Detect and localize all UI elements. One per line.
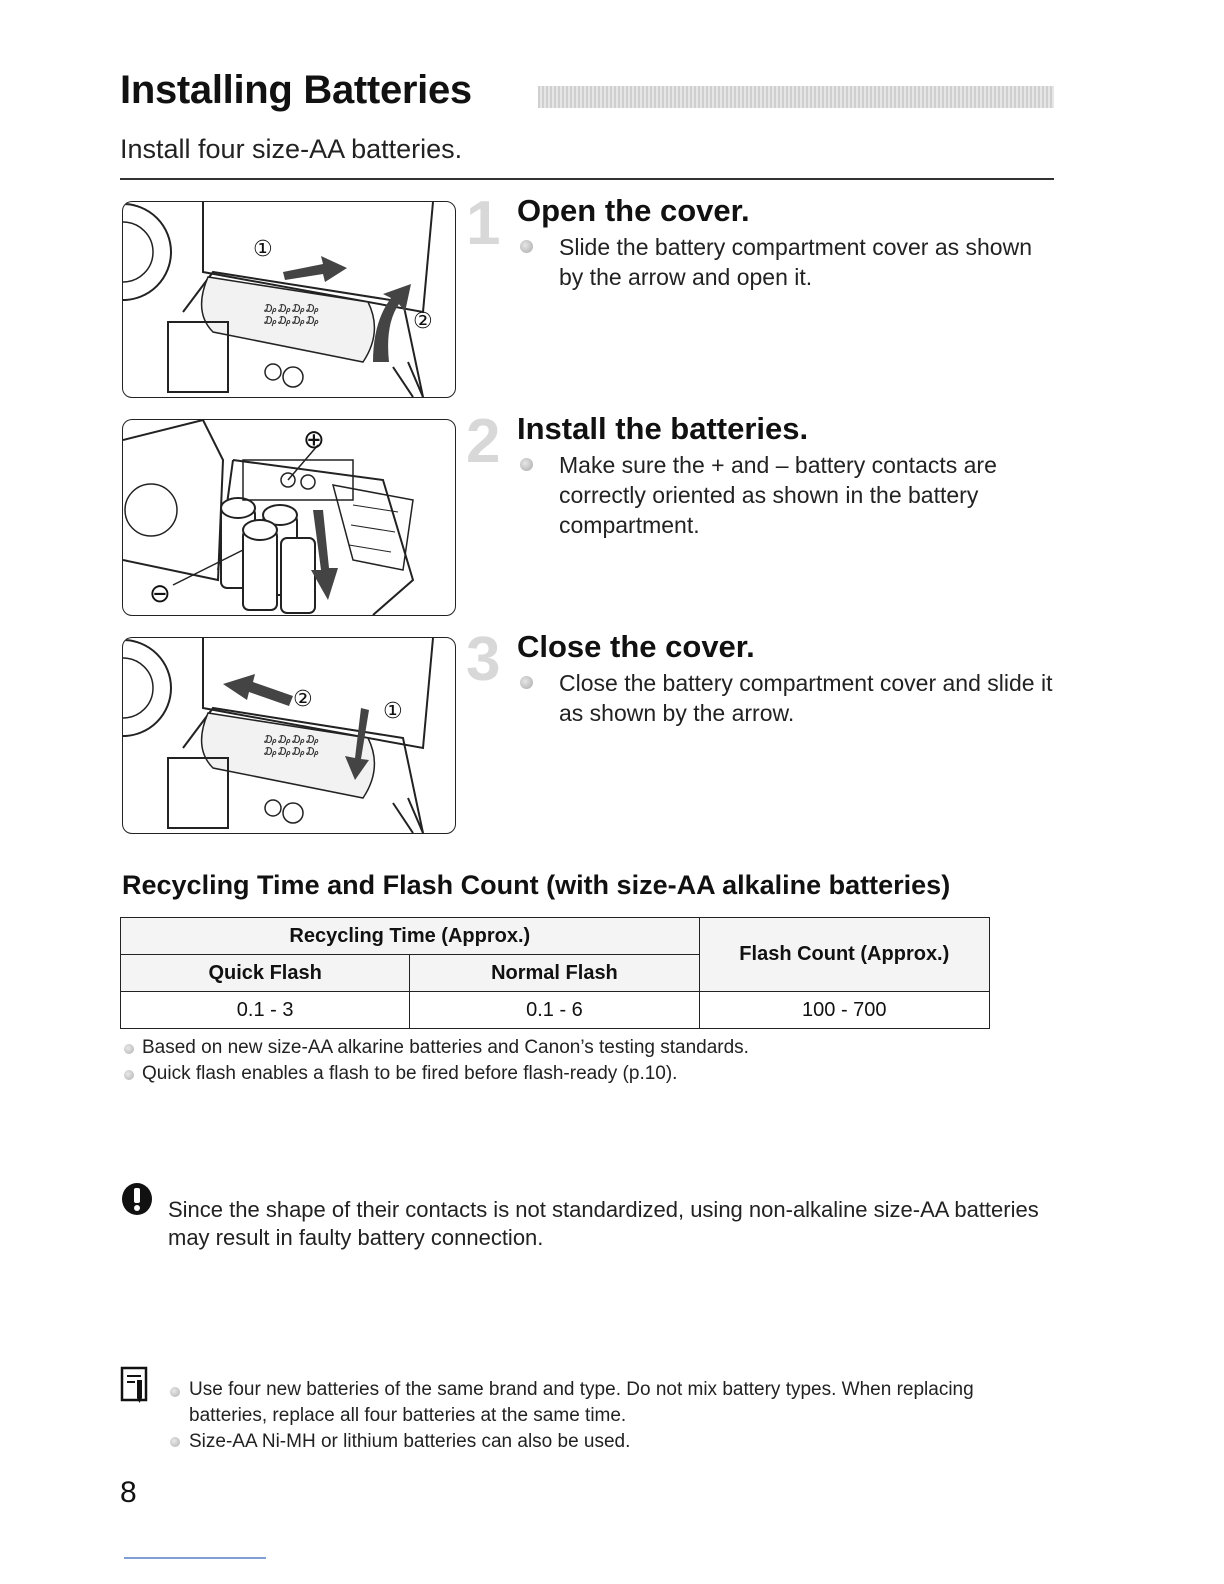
header-divider [120,178,1054,180]
footer-line [124,1557,266,1559]
bullet-icon [170,1437,180,1447]
table-header-quick-flash: Quick Flash [121,955,410,992]
camera-insert-batteries-illustration [123,420,455,615]
step1-illustration [122,201,456,398]
step3-illustration [122,637,456,834]
step-number: 2 [466,407,501,476]
memo-text: Size-AA Ni-MH or lithium batteries can also be used. [189,1431,631,1452]
svg-text:₯₯₯₯: ₯₯₯₯ [263,302,319,315]
marker-1: ① [253,236,273,261]
step-text: Make sure the + and – battery contacts are correctly oriented as shown in the battery compartment. [559,452,997,538]
page-number: 8 [120,1476,137,1509]
table-group-header: Recycling Time (Approx.) [121,918,700,955]
table-header-flash-count: Flash Count (Approx.) [699,918,989,992]
step-title: Close the cover. [517,629,755,664]
step2-illustration [122,419,456,616]
bullet-icon [124,1070,134,1080]
table-cell-count: 100 - 700 [699,992,989,1029]
table-header-normal-flash: Normal Flash [410,955,699,992]
minus-marker: ⊖ [149,578,171,608]
table-cell-normal: 0.1 - 6 [410,992,699,1029]
svg-text:₯₯₯₯: ₯₯₯₯ [263,733,319,746]
caution-icon [120,1182,154,1221]
marker-1: ① [383,698,403,723]
step-number: 1 [466,189,501,258]
section-title: Recycling Time and Flash Count (with size-AA alkaline batteries) [122,870,951,900]
marker-2: ② [413,308,433,333]
recycling-table [120,917,990,1029]
memo-text: Use four new batteries of the same brand and type. Do not mix battery types. When replacing batteries, replace all four batteries at the same time. [189,1379,974,1426]
caution-text: Since the shape of their contacts is not standardized, using non-alkaline size-AA batteries may result in faulty battery connection. [168,1197,1039,1250]
bullet-icon [520,676,533,689]
camera-open-cover-illustration [123,202,455,397]
table-cell-quick: 0.1 - 3 [121,992,410,1029]
page-title: Installing Batteries [120,68,472,112]
bullet-icon [124,1044,134,1054]
bullet-icon [170,1387,180,1397]
bullet-icon [520,458,533,471]
step-title: Open the cover. [517,193,750,228]
note-text: Based on new size-AA alkarine batteries and Canon’s testing standards. [142,1037,749,1058]
step-text: Slide the battery compartment cover as shown by the arrow and open it. [559,234,1033,290]
note-text: Quick flash enables a flash to be fired before flash-ready (p.10). [142,1063,678,1084]
step-number: 3 [466,625,501,694]
svg-text:₯₯₯₯: ₯₯₯₯ [263,314,319,327]
step-title: Install the batteries. [517,411,809,446]
marker-2: ② [293,686,313,711]
camera-close-cover-illustration [123,638,455,833]
memo-icon [120,1366,150,1409]
step-text: Close the battery compartment cover and slide it as shown by the arrow. [559,670,1053,726]
plus-marker: ⊕ [303,424,325,454]
bullet-icon [520,240,533,253]
svg-text:₯₯₯₯: ₯₯₯₯ [263,745,319,758]
title-decoration-bar [538,86,1054,108]
page-subtitle: Install four size-AA batteries. [120,134,463,164]
